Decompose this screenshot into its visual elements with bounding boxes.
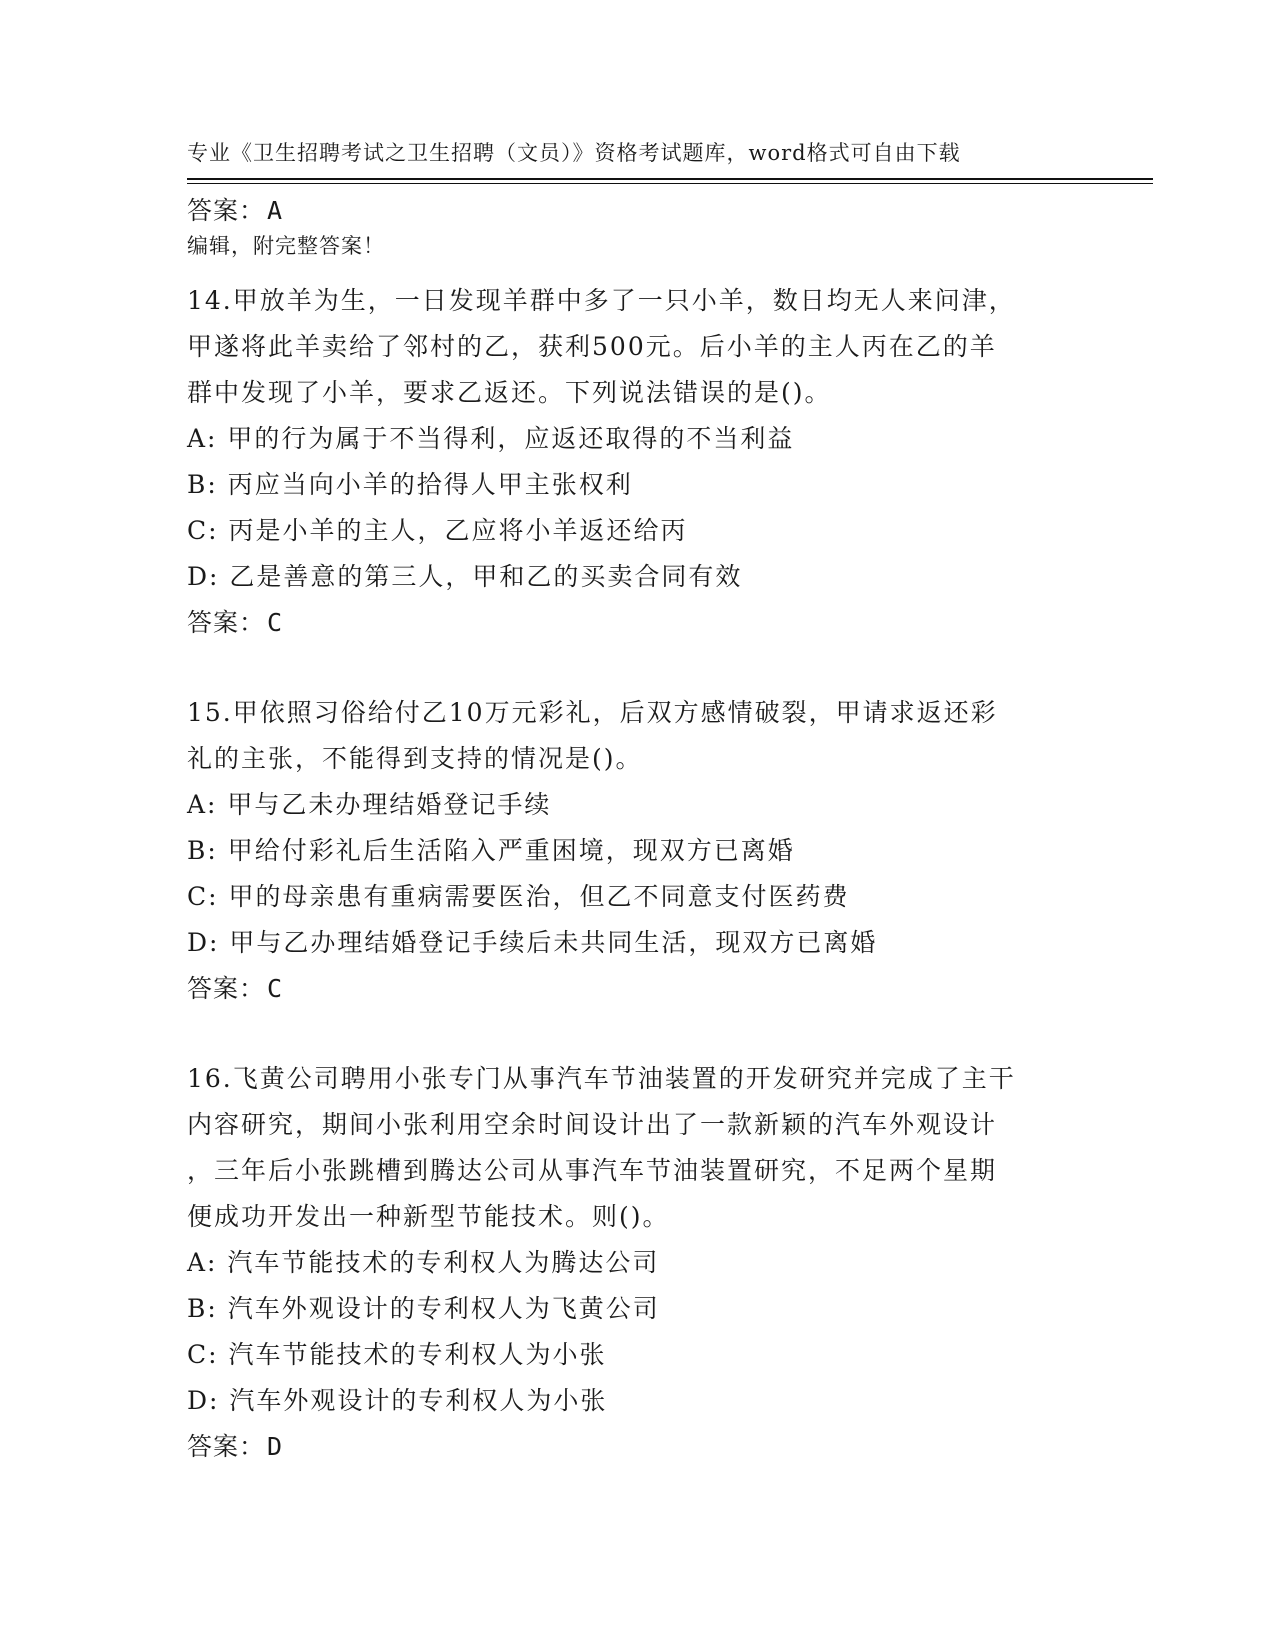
spacer [187,646,1067,690]
question-block [187,690,1067,1012]
option-b: B: 丙应当向小羊的拾得人甲主张权利 [187,470,633,499]
question-text-line: 内容研究，期间小张利用空余时间设计出了一款新颖的汽车外观设计 [187,1110,998,1139]
question-text-line: 15.甲依照习俗给付乙10万元彩礼，后双方感情破裂，甲请求返还彩 [187,698,998,727]
answer-label: 答案： [187,608,266,637]
answer-line [187,600,1067,646]
question-text-line: 群中发现了小羊，要求乙返还。下列说法错误的是()。 [187,378,832,407]
question-text-line: 甲遂将此羊卖给了邻村的乙，获利500元。后小羊的主人丙在乙的羊 [187,332,997,361]
answer-value: C [267,974,284,1003]
answer-line [187,188,1067,234]
option-d: D: 汽车外观设计的专利权人为小张 [187,1386,608,1415]
answer-line [187,1424,1067,1470]
question-body [187,188,1067,1470]
answer-value: D [267,1432,284,1461]
option-a: A: 汽车节能技术的专利权人为腾达公司 [187,1248,660,1277]
option-d: D: 甲与乙办理结婚登记手续后未共同生活，现双方已离婚 [187,928,878,957]
header-divider-thin [187,183,1153,184]
option-c: C: 丙是小羊的主人，乙应将小羊返还给丙 [187,516,688,545]
question-text-line: 14.甲放羊为生，一日发现羊群中多了一只小羊，数日均无人来问津， [187,286,1016,315]
option-b: B: 汽车外观设计的专利权人为飞黄公司 [187,1294,660,1323]
spacer [187,234,1067,278]
answer-label: 答案： [187,1432,266,1461]
option-c: C: 甲的母亲患有重病需要医治，但乙不同意支付医药费 [187,882,850,911]
option-a: A: 甲与乙未办理结婚登记手续 [187,790,552,819]
spacer [187,1012,1067,1056]
option-c: C: 汽车节能技术的专利权人为小张 [187,1340,607,1369]
question-text-line: 便成功开发出一种新型节能技术。则()。 [187,1202,670,1231]
option-b: B: 甲给付彩礼后生活陷入严重困境，现双方已离婚 [187,836,795,865]
question-text-line: ，三年后小张跳槽到腾达公司从事汽车节油装置研究，不足两个星期 [187,1156,998,1185]
question-text-line: 16.飞黄公司聘用小张专门从事汽车节油装置的开发研究并完成了主干 [187,1064,1016,1093]
answer-label: 答案： [187,974,266,1003]
question-block [187,278,1067,646]
header-divider-thick [187,178,1153,180]
option-a: A: 甲的行为属于不当得利，应返还取得的不当利益 [187,424,795,453]
question-block [187,1056,1067,1470]
header-line-1: 专业《卫生招聘考试之卫生招聘（文员）》资格考试题库，word格式可自由下载 [187,141,961,165]
answer-value: C [267,608,284,637]
header-line-2: 编辑，附完整答案！ [187,234,385,258]
answer-label: 答案： [187,196,266,225]
question-text-line: 礼的主张，不能得到支持的情况是()。 [187,744,643,773]
answer-value: A [267,196,284,225]
answer-line [187,966,1067,1012]
option-d: D: 乙是善意的第三人，甲和乙的买卖合同有效 [187,562,743,591]
